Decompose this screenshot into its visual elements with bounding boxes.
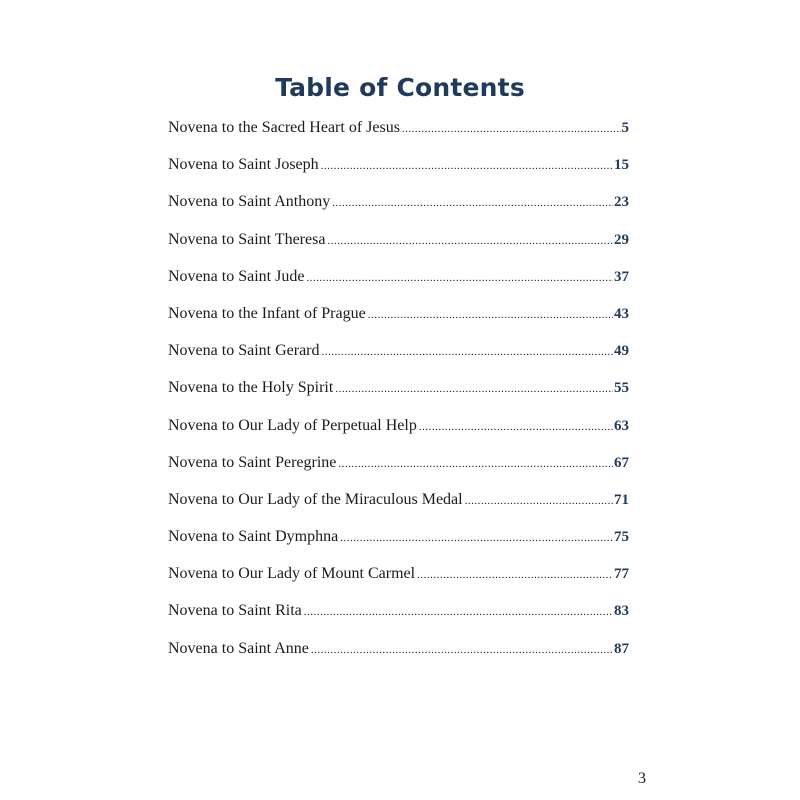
toc-entry[interactable] (168, 119, 629, 156)
toc-entry-page: 63 (614, 417, 629, 434)
toc-entry[interactable] (168, 565, 629, 602)
dot-leader (338, 458, 613, 470)
toc-entry-title: Novena to the Holy Spirit (168, 379, 334, 397)
page-title: Table of Contents (275, 72, 525, 102)
toc-entry-page: 49 (614, 343, 629, 360)
toc-entry-page: 29 (614, 231, 629, 248)
toc-entry-page: 55 (614, 380, 629, 397)
toc-entry-page: 67 (614, 454, 629, 471)
dot-leader (368, 309, 613, 321)
dot-leader (304, 606, 613, 618)
toc-entry-title: Novena to Saint Anne (168, 639, 309, 657)
dot-leader (340, 532, 613, 544)
toc-entry-title: Novena to Saint Anthony (168, 193, 331, 211)
toc-entry-title: Novena to Saint Gerard (168, 342, 320, 360)
toc-entry[interactable] (168, 231, 629, 268)
dot-leader (311, 644, 613, 656)
toc-entry-page: 43 (614, 305, 629, 322)
toc-entry-title: Novena to Our Lady of the Miraculous Medal (168, 490, 463, 508)
toc-entry-title: Novena to Saint Peregrine (168, 453, 337, 471)
toc-entry[interactable] (168, 342, 629, 379)
toc-entry[interactable] (168, 528, 629, 565)
toc-entry-page: 15 (614, 157, 629, 174)
toc-entry-title: Novena to the Sacred Heart of Jesus (168, 119, 400, 136)
toc-entry[interactable] (168, 454, 629, 491)
dot-leader (322, 346, 613, 358)
page-number: 3 (638, 770, 646, 787)
toc-entry-page: 75 (614, 529, 629, 546)
dot-leader (321, 160, 613, 172)
toc-entry-title: Novena to Saint Joseph (168, 156, 319, 174)
dot-leader (402, 123, 621, 135)
toc-entry-page: 71 (614, 491, 629, 508)
dot-leader (327, 235, 613, 247)
toc-entry[interactable] (168, 193, 629, 230)
toc-entry-title: Novena to the Infant of Prague (168, 304, 366, 322)
toc-entry-title: Novena to Our Lady of Mount Carmel (168, 565, 416, 583)
toc-entry-page: 37 (614, 268, 629, 285)
toc-entry[interactable] (168, 640, 629, 677)
dot-leader (417, 569, 613, 581)
toc-entry[interactable] (168, 305, 629, 342)
toc-entry-page: 23 (614, 194, 629, 211)
dot-leader (332, 197, 613, 209)
toc-entry[interactable] (168, 417, 629, 454)
toc-entry-page: 83 (614, 603, 629, 620)
toc-entry-page: 77 (614, 566, 629, 583)
toc-entry[interactable] (168, 156, 629, 193)
toc-entry-title: Novena to Saint Jude (168, 267, 305, 285)
toc-entry-title: Novena to Our Lady of Perpetual Help (168, 416, 417, 434)
toc-entry-page: 87 (614, 640, 629, 657)
dot-leader (335, 383, 613, 395)
toc-entry[interactable] (168, 602, 629, 639)
table-of-contents-list (168, 119, 629, 677)
dot-leader (465, 495, 613, 507)
toc-entry-page: 5 (621, 120, 629, 136)
toc-entry-title: Novena to Saint Dymphna (168, 528, 339, 546)
toc-entry[interactable] (168, 491, 629, 528)
toc-entry[interactable] (168, 268, 629, 305)
toc-entry-title: Novena to Saint Rita (168, 602, 302, 620)
dot-leader (419, 421, 613, 433)
toc-entry[interactable] (168, 379, 629, 416)
dot-leader (306, 272, 613, 284)
toc-entry-title: Novena to Saint Theresa (168, 230, 326, 248)
